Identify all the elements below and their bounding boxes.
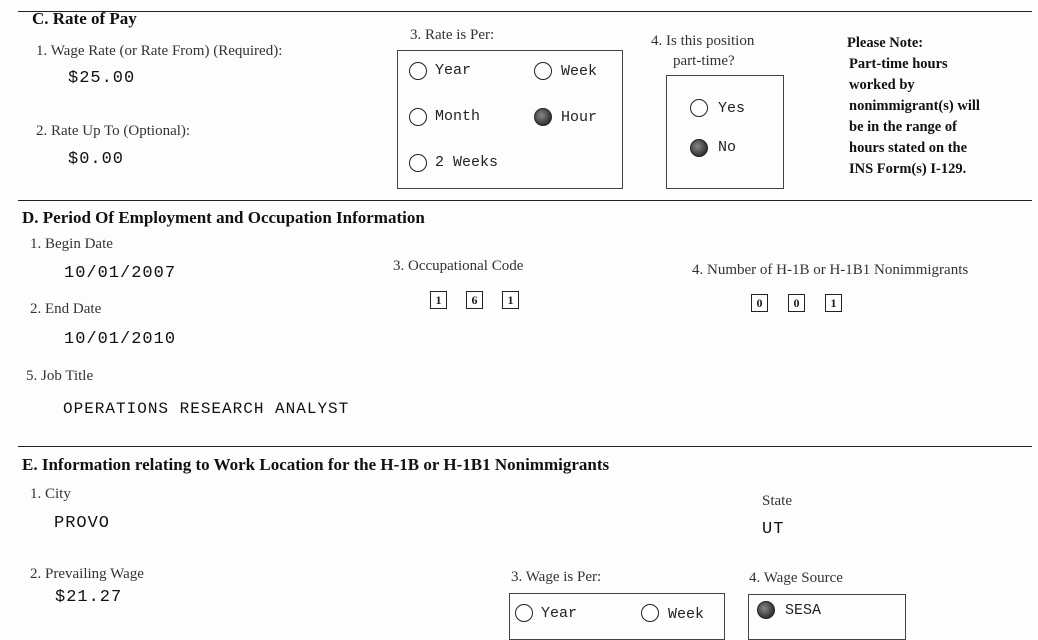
begin-date-value[interactable]: 10/01/2007: [64, 264, 177, 283]
occupational-code-digit[interactable]: 6: [466, 291, 483, 309]
section-e-title: E. Information relating to Work Location for the H-1B or H-1B1 Nonimmigrants: [22, 455, 610, 474]
num-nonimmigrants-label: 4. Number of H-1B or H-1B1 Nonimmigrants: [692, 262, 969, 278]
rate-per-2weeks-radio[interactable]: [409, 154, 427, 172]
please-note-line: worked by: [849, 77, 915, 93]
city-value[interactable]: PROVO: [54, 514, 111, 533]
job-title-label: 5. Job Title: [26, 368, 94, 384]
rate-per-week-label: Week: [561, 63, 598, 80]
rate-up-to-label: 2. Rate Up To (Optional):: [36, 123, 191, 139]
wage-per-week-label: Week: [668, 606, 705, 623]
part-time-no-label: No: [718, 139, 737, 156]
section-d-title: D. Period Of Employment and Occupation Information: [22, 208, 425, 227]
wage-source-value: SESA: [785, 602, 822, 619]
part-time-yes-label: Yes: [718, 100, 746, 117]
num-nonimmigrants-digit[interactable]: 1: [825, 294, 842, 312]
please-note-line: Part-time hours: [849, 56, 948, 72]
rate-per-label: 3. Rate is Per:: [410, 27, 495, 43]
job-title-value[interactable]: OPERATIONS RESEARCH ANALYST: [63, 400, 350, 418]
please-note-title: Please Note:: [847, 35, 924, 51]
num-nonimmigrants-digit[interactable]: 0: [751, 294, 768, 312]
section-d-top-rule: [18, 200, 1032, 201]
section-c-title: C. Rate of Pay: [32, 9, 137, 28]
section-c-top-rule: [18, 11, 1032, 12]
wage-per-label: 3. Wage is Per:: [511, 569, 602, 585]
rate-per-hour-radio[interactable]: [534, 108, 552, 126]
occupational-code-digit[interactable]: 1: [430, 291, 447, 309]
section-e-top-rule: [18, 446, 1032, 447]
wage-source-sesa-radio[interactable]: [757, 601, 775, 619]
rate-per-month-label: Month: [435, 108, 481, 125]
occupational-code-digit[interactable]: 1: [502, 291, 519, 309]
end-date-value[interactable]: 10/01/2010: [64, 330, 177, 349]
wage-per-week-radio[interactable]: [641, 604, 659, 622]
wage-rate-value[interactable]: $25.00: [68, 69, 136, 88]
part-time-group: [666, 75, 784, 189]
state-label: State: [762, 493, 792, 509]
rate-per-week-radio[interactable]: [534, 62, 552, 80]
rate-per-hour-label: Hour: [561, 109, 598, 126]
please-note-line: INS Form(s) I-129.: [849, 161, 967, 177]
wage-per-year-label: Year: [541, 605, 578, 622]
state-value[interactable]: UT: [762, 520, 785, 539]
rate-up-to-value[interactable]: $0.00: [68, 150, 125, 169]
rate-per-year-radio[interactable]: [409, 62, 427, 80]
wage-source-label: 4. Wage Source: [749, 570, 843, 586]
part-time-label-2: part-time?: [673, 53, 735, 69]
end-date-label: 2. End Date: [30, 301, 102, 317]
rate-per-2weeks-label: 2 Weeks: [435, 154, 499, 171]
begin-date-label: 1. Begin Date: [30, 236, 113, 252]
occupational-code-label: 3. Occupational Code: [393, 258, 524, 274]
num-nonimmigrants-digit[interactable]: 0: [788, 294, 805, 312]
part-time-yes-radio[interactable]: [690, 99, 708, 117]
please-note-line: nonimmigrant(s) will: [849, 98, 980, 114]
wage-rate-label: 1. Wage Rate (or Rate From) (Required):: [36, 43, 283, 59]
rate-per-month-radio[interactable]: [409, 108, 427, 126]
prevailing-wage-value[interactable]: $21.27: [55, 588, 123, 607]
part-time-label-1: 4. Is this position: [651, 33, 755, 49]
city-label: 1. City: [30, 486, 71, 502]
part-time-no-radio[interactable]: [690, 139, 708, 157]
wage-source-group: [748, 594, 906, 640]
please-note-line: be in the range of: [849, 119, 957, 135]
rate-per-year-label: Year: [435, 62, 472, 79]
wage-per-year-radio[interactable]: [515, 604, 533, 622]
please-note-line: hours stated on the: [849, 140, 968, 156]
prevailing-wage-label: 2. Prevailing Wage: [30, 566, 144, 582]
